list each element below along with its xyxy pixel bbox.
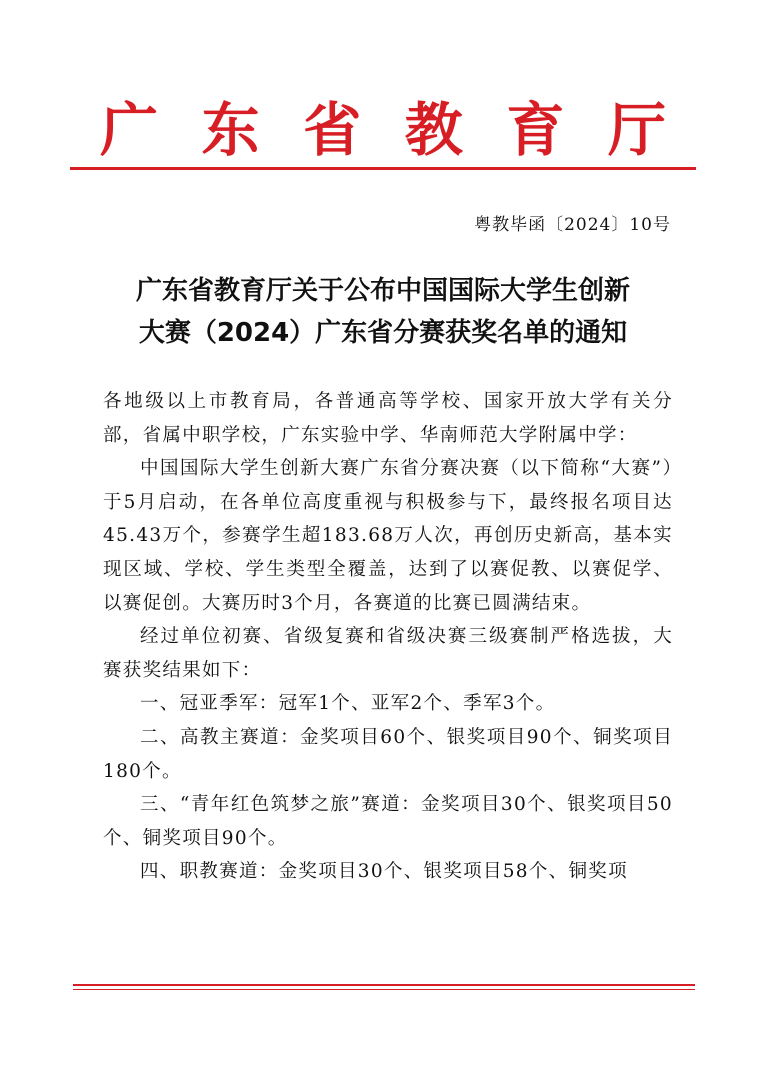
document-number: 粤教毕函〔2024〕10号 [474, 215, 671, 235]
result-item-1: 一、冠亚季军：冠军1个、亚军2个、季军3个。 [140, 693, 556, 715]
masthead [70, 92, 696, 168]
paragraph-selection: 经过单位初赛、省级复赛和省级决赛三级赛制严格选拔，大赛获奖结果如下： [103, 626, 673, 681]
result-item-2: 二、高教主赛道：金奖项目60个、银奖项目90个、铜奖项目180个。 [103, 726, 673, 782]
masthead-char: 育 [506, 96, 565, 164]
document-title [70, 270, 696, 354]
paragraph-intro: 中国国际大学生创新大赛广东省分赛决赛（以下简称“大赛”）于5月启动，在各单位高度重视与积极参与下，最终报名项目达45.43万个，参赛学生超183.68万人次，再创历史新高，基本实现区域、学校、学生类型全覆盖，达到了以赛促教、以赛促学、以赛促创。大赛历时3个月，各赛道的比赛已圆满结束。 [103, 458, 673, 614]
title-line-1: 广东省教育厅关于公布中国国际大学生创新 [135, 276, 630, 306]
document-body [103, 385, 673, 889]
title-line-2: 大赛（2024）广东省分赛获奖名单的通知 [138, 318, 628, 348]
result-item-3: 三、“青年红色筑梦之旅”赛道：金奖项目30个、银奖项目50个、铜奖项目90个。 [103, 794, 673, 849]
masthead-char: 教 [404, 96, 463, 164]
masthead-char: 省 [303, 96, 362, 164]
result-item-4: 四、职教赛道：金奖项目30个、银奖项目58个、铜奖项 [140, 861, 628, 883]
masthead-char: 广 [100, 96, 159, 164]
masthead-char: 东 [201, 96, 260, 164]
masthead-red-rule [70, 167, 696, 170]
footer-red-rule [73, 984, 695, 986]
masthead-char: 厅 [607, 96, 666, 164]
addressee: 各地级以上市教育局，各普通高等学校、国家开放大学有关分部，省属中职学校，广东实验中学、华南师范大学附属中学： [103, 391, 673, 446]
footer-red-rule-thin [73, 989, 695, 990]
